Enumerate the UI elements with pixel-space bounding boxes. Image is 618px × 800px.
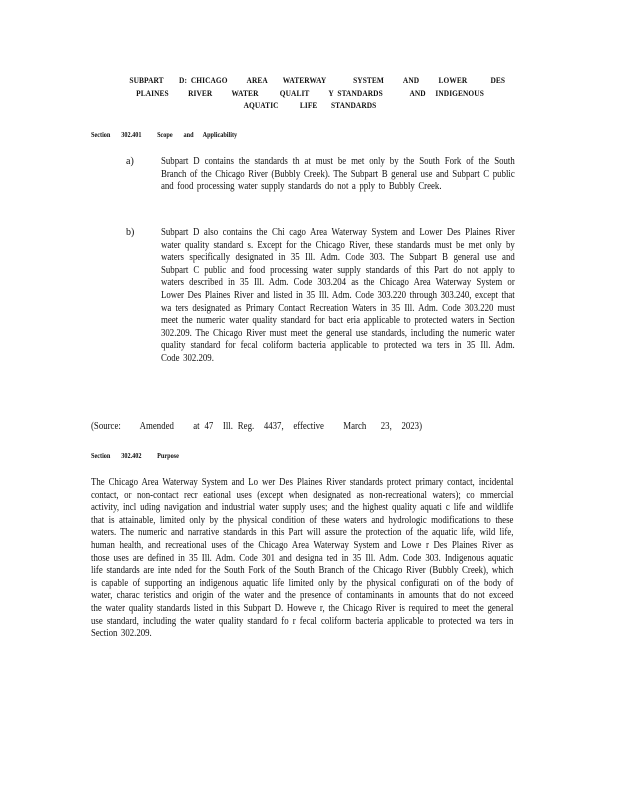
item-b-paragraph: Subpart D also contains the Chi cago Area Waterway System and Lower Des Plaines River water quality standard s. Except for the Chicago River, these standards must be met only by waters specifically designated in 35 Ill. Adm. Code 303. The Subpart B general use and Subpart C public and food processing water supply standards of this Part do not apply to waters described in 35 Ill. Adm. Code 303.204 as the Chicago Area Waterway System or Lower Des Plaines River and listed in 35 Ill. Adm. Code 303.220 through 303.240, except that wa ters designated as Primary Contact Recreation Waters in 35 Ill. Adm. Code 303.220 must meet the numeric water quality standard for bact eria applicable to protected waters in Section 302.209. The Chicago River must meet the general use standards, including the numeric water quality standard for fecal coliform bacteria applicable to protected wa ters in 35 Ill. Adm. Code 302.209.: [161, 227, 515, 364]
source-note: (Source: Amended at 47 Ill. Reg. 4437, effective March 23, 2023): [91, 421, 423, 432]
subpart-heading: [129, 74, 506, 112]
purpose-paragraph: The Chicago Area Waterway System and Lo wer Des Plaines River standards protect primary contact, incidental contact, or non-contact recr eational uses (except when designated as non-recreational waters); co mmercial activity, incl uding navigation and industrial water supply uses; and the highest quality aquati c life and wildlife that is attainable, limited only by the physical condition of these waters and hydrologic modifications to these waters. The numeric and narrative standards in this Part will assure the protection of the aquatic life, wild life, human health, and recreational uses of the Chicago Area Waterway System and Lowe r Des Plaines River as those uses are defined in 35 Ill. Adm. Code 301 and designa ted in 35 Ill. Adm. Code 303. Indigenous aquatic life standards are inte nded for the South Fork of the South Branch of the Chicago River (Bubbly Creek), which is capable of supporting an indigenous aquatic life limited only by the physical configurati on of the body of water, charac teristics and origin of the water and the presence of contaminants in amounts that do not exceed the water quality standards listed in this Subpart D. Howeve r, the Chicago River is required to meet the general use standard, including the water quality standard fo r fecal coliform bacteria applicable to protected wa ters in Section 302.209.: [91, 477, 514, 640]
section-302-401-header: Section 302.401 Scope and Applicability: [91, 130, 238, 139]
item-a-paragraph: Subpart D contains the standards th at must be met only by the South Fork of the South Branch of the Chicago River (Bubbly Creek). The Subpart B general use and Subpart C public and food processing water supply standards do not a pply to Bubbly Creek.: [161, 156, 515, 193]
heading-line-2: PLAINES RIVER WATER QUALIT Y STANDARDS AND INDIGENOUS: [136, 87, 484, 98]
heading-line-1: SUBPART D: CHICAGO AREA WATERWAY SYSTEM AND LOWER DES: [129, 75, 506, 85]
section-302-402-header: Section 302.402 Purpose: [91, 451, 179, 460]
item-a-label: a): [126, 156, 134, 167]
item-b-label: b): [126, 227, 135, 238]
heading-line-3: AQUATIC LIFE STANDARDS: [243, 100, 377, 110]
